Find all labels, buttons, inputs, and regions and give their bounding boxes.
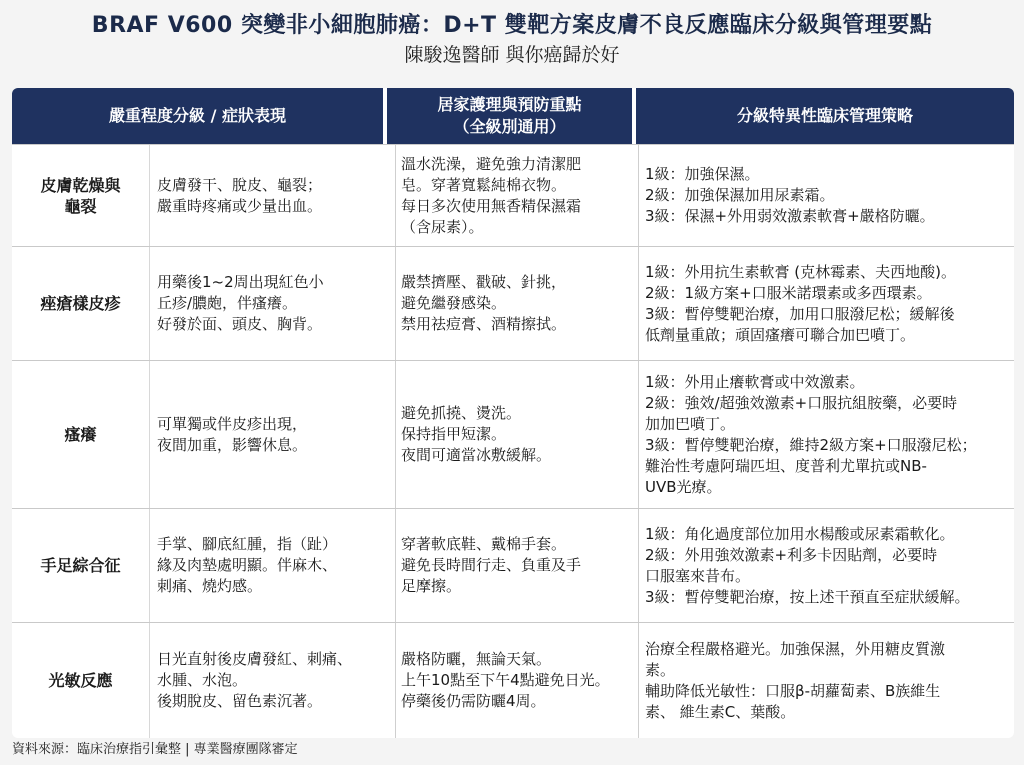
row-symptoms [157, 623, 389, 738]
row-home-care-line: 避免長時間行走、負重及手 [401, 556, 582, 574]
row-management-line: 素。 [645, 660, 676, 679]
row-symptoms-line: 緣及肉墊處明顯。伴麻木、 [157, 556, 338, 574]
row-home-care-line: 保持指甲短潔。 [401, 425, 507, 443]
row-home-care-line: 嚴格防曬，無論天氣。 [401, 650, 552, 668]
row-home-care-line: 嚴禁擠壓、戳破、針挑， [401, 273, 567, 291]
row-management-line: 1級：外用抗生素軟膏 (克林霉素、夫西地酸)。 [645, 262, 957, 281]
grading-table [12, 88, 1014, 738]
row-management-line: 2級：1級方案+口服米諾環素或多西環素。 [645, 283, 932, 302]
row-management-line: 3級：保濕+外用弱效激素軟膏+嚴格防曬。 [645, 207, 935, 225]
page-subtitle: 陳駿逸醫師 與你癌歸於好 [404, 44, 620, 66]
row-management-line: 素、 維生素C、葉酸。 [645, 702, 796, 721]
row-symptoms-line: 好發於面、頭皮、胸背。 [157, 315, 323, 333]
row-home-care [395, 247, 633, 360]
row-symptoms-line: 用藥後1~2周出現紅色小 [157, 273, 324, 291]
table-row [12, 360, 1014, 508]
row-management [638, 509, 1014, 622]
row-name-line: 手足綜合征 [40, 556, 121, 575]
row-name-line: 痤瘡樣皮疹 [40, 294, 121, 313]
row-symptoms-line: 水腫、水泡。 [157, 671, 248, 689]
row-home-care [395, 145, 633, 246]
row-symptoms [157, 361, 389, 508]
row-management-line: 3級：暫停雙靶治療，維持2級方案+口服潑尼松； [645, 435, 977, 454]
row-symptoms-line: 夜間加重，影響休息。 [157, 435, 308, 454]
row-management-line: 3級：暫停雙靶治療，加用口服潑尼松；緩解後 [645, 304, 955, 323]
row-name-line: 龜裂 [64, 196, 97, 216]
row-home-care-line: 上午10點至下午4點避免日光。 [401, 671, 610, 689]
row-symptoms-line: 日光直射後皮膚發紅、刺痛、 [157, 650, 353, 668]
row-home-care-line: 足摩擦。 [401, 577, 462, 595]
row-management-line: 低劑量重啟；頑固瘙癢可聯合加巴噴丁。 [645, 325, 916, 344]
header-home-care-line1: 居家護理與預防重點 [437, 95, 582, 114]
row-home-care [395, 509, 633, 622]
row-home-care-line: 避免抓撓、燙洗。 [401, 404, 522, 422]
row-home-care [395, 623, 633, 738]
row-management-line: 1級：角化過度部位加用水楊酸或尿素霜軟化。 [645, 524, 955, 543]
row-name-line: 光敏反應 [48, 671, 113, 690]
row-management-line: 口服塞來昔布。 [645, 566, 751, 585]
row-symptoms-line: 丘疹/膿皰，伴瘙癢。 [157, 294, 298, 312]
page-title: BRAF V600 突變非小細胞肺癌：D+T 雙靶方案皮膚不良反應臨床分級與管理要點 [91, 13, 933, 38]
row-home-care-line: 每日多次使用無香精保濕霜 [401, 196, 582, 215]
row-home-care-line: 皂。穿著寬鬆純棉衣物。 [401, 175, 567, 194]
header-severity: 嚴重程度分級 / 症狀表現 [12, 88, 385, 144]
row-management [638, 623, 1014, 738]
row-name [12, 247, 150, 360]
row-symptoms-line: 皮膚發干、脫皮、龜裂； [157, 175, 323, 194]
row-home-care-line: 夜間可適當冰敷緩解。 [401, 446, 552, 464]
row-name-line: 皮膚乾燥與 [40, 175, 121, 195]
table-row [12, 144, 1014, 246]
source-footer: 資料來源：臨床治療指引彙整 | 專業醫療團隊審定 [12, 742, 298, 757]
row-management [638, 247, 1014, 360]
row-management-line: 1級：加強保濕。 [645, 165, 760, 183]
row-symptoms [157, 509, 389, 622]
row-home-care [395, 361, 633, 508]
row-home-care-line: 穿著軟底鞋、戴棉手套。 [401, 535, 567, 553]
row-management-line: UVB光療。 [645, 477, 722, 496]
row-symptoms [157, 247, 389, 360]
row-management [638, 361, 1014, 508]
row-management-line: 加加巴噴丁。 [645, 414, 736, 433]
row-management-line: 2級：加強保濕加用尿素霜。 [645, 186, 835, 204]
row-home-care-line: 溫水洗澡，避免強力清潔肥 [401, 154, 582, 173]
row-home-care-line: （含尿素）。 [401, 217, 484, 236]
header-home-care-line2: （全級別通用） [453, 117, 566, 136]
row-symptoms-line: 後期脫皮、留色素沉著。 [157, 692, 323, 710]
row-name [12, 361, 150, 508]
row-symptoms-line: 刺痛、燒灼感。 [157, 577, 263, 595]
row-symptoms-line: 嚴重時疼痛或少量出血。 [157, 196, 323, 215]
table-row [12, 508, 1014, 622]
row-management-line: 1級：外用止癢軟膏或中效激素。 [645, 372, 865, 391]
row-home-care-line: 避免繼發感染。 [401, 294, 507, 312]
row-name-line: 瘙癢 [64, 425, 97, 444]
row-name [12, 145, 150, 246]
row-symptoms-line: 手掌、腳底紅腫，指（趾） [157, 535, 338, 553]
table-row [12, 622, 1014, 738]
row-management-line: 治療全程嚴格避光。加強保濕，外用糖皮質激 [645, 639, 946, 658]
row-management-line: 2級：強效/超強效激素+口服抗組胺藥，必要時 [645, 393, 958, 412]
header-management: 分級特異性臨床管理策略 [636, 88, 1014, 144]
row-symptoms-line: 可單獨或伴皮疹出現， [157, 414, 308, 433]
row-home-care-line: 禁用祛痘膏、酒精擦拭。 [401, 315, 567, 333]
row-name [12, 623, 150, 738]
table-row [12, 246, 1014, 360]
row-home-care-line: 停藥後仍需防曬4周。 [401, 692, 546, 710]
row-management-line: 難治性考慮阿瑞匹坦、度普利尤單抗或NB- [645, 456, 927, 475]
row-management-line: 3級：暫停雙靶治療，按上述干預直至症狀緩解。 [645, 587, 970, 606]
row-management-line: 2級：外用強效激素+利多卡因貼劑，必要時 [645, 545, 938, 564]
row-management-line: 輔助降低光敏性：口服β-胡蘿蔔素、B族維生 [645, 681, 941, 700]
row-symptoms [157, 145, 389, 246]
row-name [12, 509, 150, 622]
row-management [638, 145, 1014, 246]
header-home-care [387, 88, 634, 144]
